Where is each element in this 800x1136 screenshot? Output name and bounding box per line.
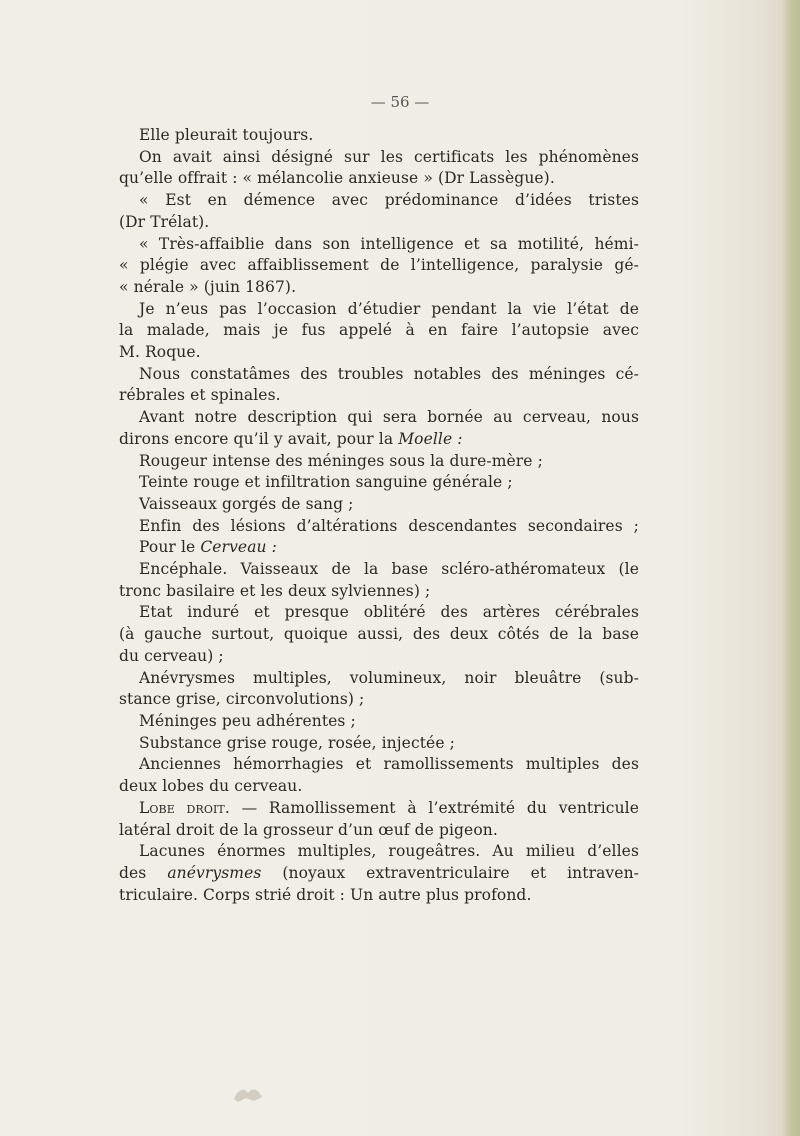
line: triculaire. Corps strié droit : Un autre plus profond. [119, 885, 532, 904]
line: Teinte rouge et infiltration sanguine générale ; [139, 473, 513, 492]
line: du cerveau) ; [119, 646, 224, 665]
line-text: des [119, 863, 147, 882]
line: « nérale » (juin 1867). [119, 277, 297, 296]
line: Encéphale. Vaisseaux de la base scléro-athéromateux (le [139, 560, 639, 579]
line: « plégie avec affaiblissement de l’intelligence, paralysie gé- [119, 256, 639, 275]
line: Enfin des lésions d’altérations descendantes secondaires ; [139, 516, 639, 535]
line: Elle pleurait toujours. [139, 126, 314, 144]
line: Anciennes hémorrhagies et ramollissements multiples des [139, 755, 639, 774]
line: (Dr Trélat). [119, 212, 210, 231]
line: rébrales et spinales. [119, 386, 281, 405]
italic-heading: Moelle : [398, 429, 463, 448]
line: (à gauche surtout, quoique aussi, des deux côtés de la base [119, 625, 639, 644]
line: qu’elle offrait : « mélancolie anxieuse » (Dr Lassègue). [119, 169, 555, 188]
line-text: (noyaux extraventriculaire et intraven- [282, 863, 639, 882]
italic-term: anévrysmes [167, 863, 262, 882]
ink-smudge [232, 1085, 264, 1103]
line: On avait ainsi désigné sur les certificats les phénomènes [139, 147, 639, 166]
line: Vaisseaux gorgés de sang ; [139, 494, 354, 513]
line: la malade, mais je fus appelé à en faire l’autopsie avec [119, 321, 639, 340]
line: « Très-affaiblie dans son intelligence et sa motilité, hémi- [139, 234, 639, 253]
line [119, 863, 639, 885]
page-edge [782, 0, 800, 1136]
line-text: — Ramollissement à l’extrémité du ventricule [241, 798, 640, 817]
line-text: dirons encore qu’il y avait, pour la [119, 429, 394, 448]
line [119, 798, 639, 820]
section-label: Lobe droit. [139, 798, 230, 817]
line: Rougeur intense des méninges sous la dure-mère ; [139, 451, 543, 470]
line: Lacunes énormes multiples, rougeâtres. Au milieu d’elles [139, 842, 639, 861]
page-number: — 56 — [370, 93, 430, 111]
line [119, 429, 639, 451]
body-text [119, 125, 639, 906]
italic-heading: Cerveau : [200, 538, 277, 557]
line: deux lobes du cerveau. [119, 777, 303, 796]
line: Avant notre description qui sera bornée au cerveau, nous [139, 408, 639, 427]
line: tronc basilaire et les deux sylviennes) ; [119, 581, 431, 600]
line: Substance grise rouge, rosée, injectée ; [139, 733, 455, 752]
line: Méninges peu adhérentes ; [139, 711, 356, 730]
line: M. Roque. [119, 343, 201, 362]
line [119, 537, 639, 559]
line-text: Pour le [139, 538, 196, 557]
line: Nous constatâmes des troubles notables des méninges cé- [139, 364, 639, 383]
line: « Est en démence avec prédominance d’idées tristes [139, 191, 639, 210]
line: Anévrysmes multiples, volumineux, noir bleuâtre (sub- [139, 668, 639, 687]
line: stance grise, circonvolutions) ; [119, 690, 365, 709]
line: latéral droit de la grosseur d’un œuf de pigeon. [119, 820, 498, 839]
line: Etat induré et presque oblitéré des artères cérébrales [139, 603, 639, 622]
line: Je n’eus pas l’occasion d’étudier pendant la vie l’état de [139, 299, 639, 318]
